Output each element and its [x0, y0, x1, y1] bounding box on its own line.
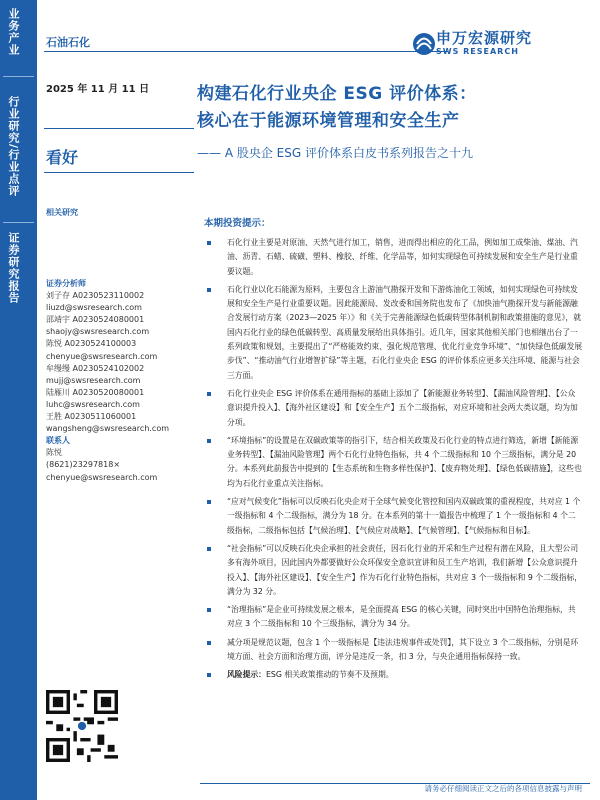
related-research-heading: 相关研究 [46, 208, 78, 217]
sidebar-tab-industry: 业务产业 [7, 8, 20, 56]
risk-label: 风险提示： [227, 670, 266, 680]
analyst-list [46, 278, 196, 484]
contact-phone: (8621)23297818× [46, 460, 121, 470]
sidebar-tab-securities: 证券研究报告 [7, 232, 20, 304]
contact-heading: 联系人 [46, 436, 70, 446]
analyst-email: wangsheng@swsresearch.com [46, 424, 170, 434]
industry-label: 石油石化 [46, 36, 90, 49]
summary-bullets [203, 236, 583, 687]
summary-bullet: 石化行业以化石能源为原料，主要包含上游油气勘探开发和下游炼油化工领域，如何实现绿色可持续发展和安全生产是行业重要议题。因此能源局、发改委和国务院也发布了《加快油气勘探开发与新能源融合发展行动方案（2023—2025 年）》和《关于完善能源绿色低碳转型体制机制和政策措施的意见》，就国内石化行业的绿色低碳转型、高质量发展给出具体指引。近几年，国家其他相关部门也相继出台了一系列政策和规划，主要提出了“严格能效约束、强化规范管理、优化行业竞争环境”、“加快绿色低碳发展步伐”、“推动油气行业增智扩绿”等主题，石化行业央企 ESG 的评价体系应更多关注环境、能源与社会三方面。 [203, 283, 583, 383]
sidebar-divider [3, 222, 34, 223]
qr-code-image [46, 690, 118, 762]
logo-chinese: 申万宏源研究 [436, 29, 533, 47]
summary-bullet: “社会指标”可以反映石化央企承担的社会责任，因石化行业的开采和生产过程有潜在风险，且大型公司多有海外项目，因此国内外都要做好公众环保安全意识宣讲和员工生产培训，我们新增【公众意识提升投入】、【海外社区建设】、【安全生产】作为石化行业特色指标，共对应 3 个一级指标和 9 个二级指标，满分为 32 分。 [203, 542, 583, 599]
analyst-name: 陆雁川 A0230520080001 [46, 387, 145, 397]
report-date: 2025 年 11 月 11 日 [46, 84, 150, 95]
header-rule [44, 51, 448, 52]
summary-bullet: “治理指标”是企业可持续发展之根本，是全面提高 ESG 的核心关键，同时突出中国特色治理指标，共对应 3 个二级指标和 10 个三级指标，满分为 34 分。 [203, 603, 583, 632]
summary-bullet: “环境指标”的设置是在双碳政策等的指引下，结合相关政策及石化行业的特点进行筛选，新增【新能源业务转型】、【漏油风险管理】两个石化行业特色指标，共 4 个二级指标和 10 个三级指标，满分是 20 分。本系列此前报告中提到的【生态系统和生物多样性保护】、【废弃物处理】、【绿色低碳措施】，这些也均为石化行业重点关注指标。 [203, 434, 583, 491]
risk-warning [203, 668, 583, 682]
analyst-email: chenyue@swsresearch.com [46, 351, 158, 361]
contact-name: 陈悦 [46, 448, 62, 458]
analyst-heading: 证券分析师 [46, 279, 86, 288]
analyst-email: liuzd@swsresearch.com [46, 303, 142, 313]
risk-text: ESG 相关政策推动的节奏不及预期。 [265, 670, 394, 680]
analyst-name: 陈悦 A0230524100003 [46, 339, 137, 349]
analyst-email: mujj@swsresearch.com [46, 375, 141, 385]
report-title-line1: 构建石化行业央企 ESG 评价体系： [197, 84, 477, 104]
sidebar-divider [3, 76, 34, 77]
disclaimer-footer: 请务必仔细阅读正文之后的各项信息披露与声明 [424, 784, 582, 793]
left-divider [44, 172, 194, 173]
analyst-name: 邵靖宇 A0230524080001 [46, 315, 145, 325]
analyst-name: 刘子存 A0230523110002 [46, 291, 145, 301]
rating: 看好 [46, 148, 79, 167]
summary-bullet: “应对气候变化”指标可以反映石化央企对于全球气候变化管控和国内双碳政策的重视程度，共对应 1 个一级指标和 4 个二级指标，满分为 18 分。在本系列的第十一篇报告中梳理了 1 个一级指标和 4 个二级指标，二级指标包括【气候治理】、【气候应对战略】、【气候管理】、【气候指标和目标】。 [203, 495, 583, 538]
summary-bullet: 减分项是规范议题，包含 1 个一级指标是【违法违规事件或处罚】，其下设立 3 个二级指标，分别是环境方面、社会方面和治理方面，评分是违反一条，扣 3 分，与央企通用指标保持一致。 [203, 636, 583, 665]
logo-english: SWS RESEARCH [436, 47, 519, 56]
report-subtitle: —— A 股央企 ESG 评价体系白皮书系列报告之十九 [197, 146, 473, 160]
left-divider [44, 128, 194, 129]
report-title-line2: 核心在于能源环境管理和安全生产 [197, 111, 460, 131]
sidebar-tab-report-type: 行业研究/行业点评 [7, 96, 20, 198]
summary-bullet: 石化行业央企 ESG 评价体系在通用指标的基础上添加了【新能源业务转型】、【漏油风险管理】、【公众意识提升投入】、【海外社区建设】和【安全生产】五个二级指标，对应环境和社会两大类议题，均为加分项。 [203, 387, 583, 430]
analyst-email: luhc@swsresearch.com [46, 399, 140, 409]
analyst-email: shaojy@swsresearch.com [46, 327, 150, 337]
summary-heading: 本期投资提示： [204, 218, 271, 229]
analyst-name: 王胜 A0230511060001 [46, 412, 137, 422]
summary-bullet: 石化行业主要是对原油、天然气进行加工，销售，进而得出相应的化工品，例如加工成柴油、煤油、汽油、沥青、石蜡、硫磺、塑料、橡胶、纤维、化学品等，如何实现绿色可持续发展和安全生产是行业重要议题。 [203, 236, 583, 279]
contact-email: chenyue@swsresearch.com [46, 472, 158, 482]
analyst-name: 牟缦缦 A0230524102002 [46, 363, 145, 373]
